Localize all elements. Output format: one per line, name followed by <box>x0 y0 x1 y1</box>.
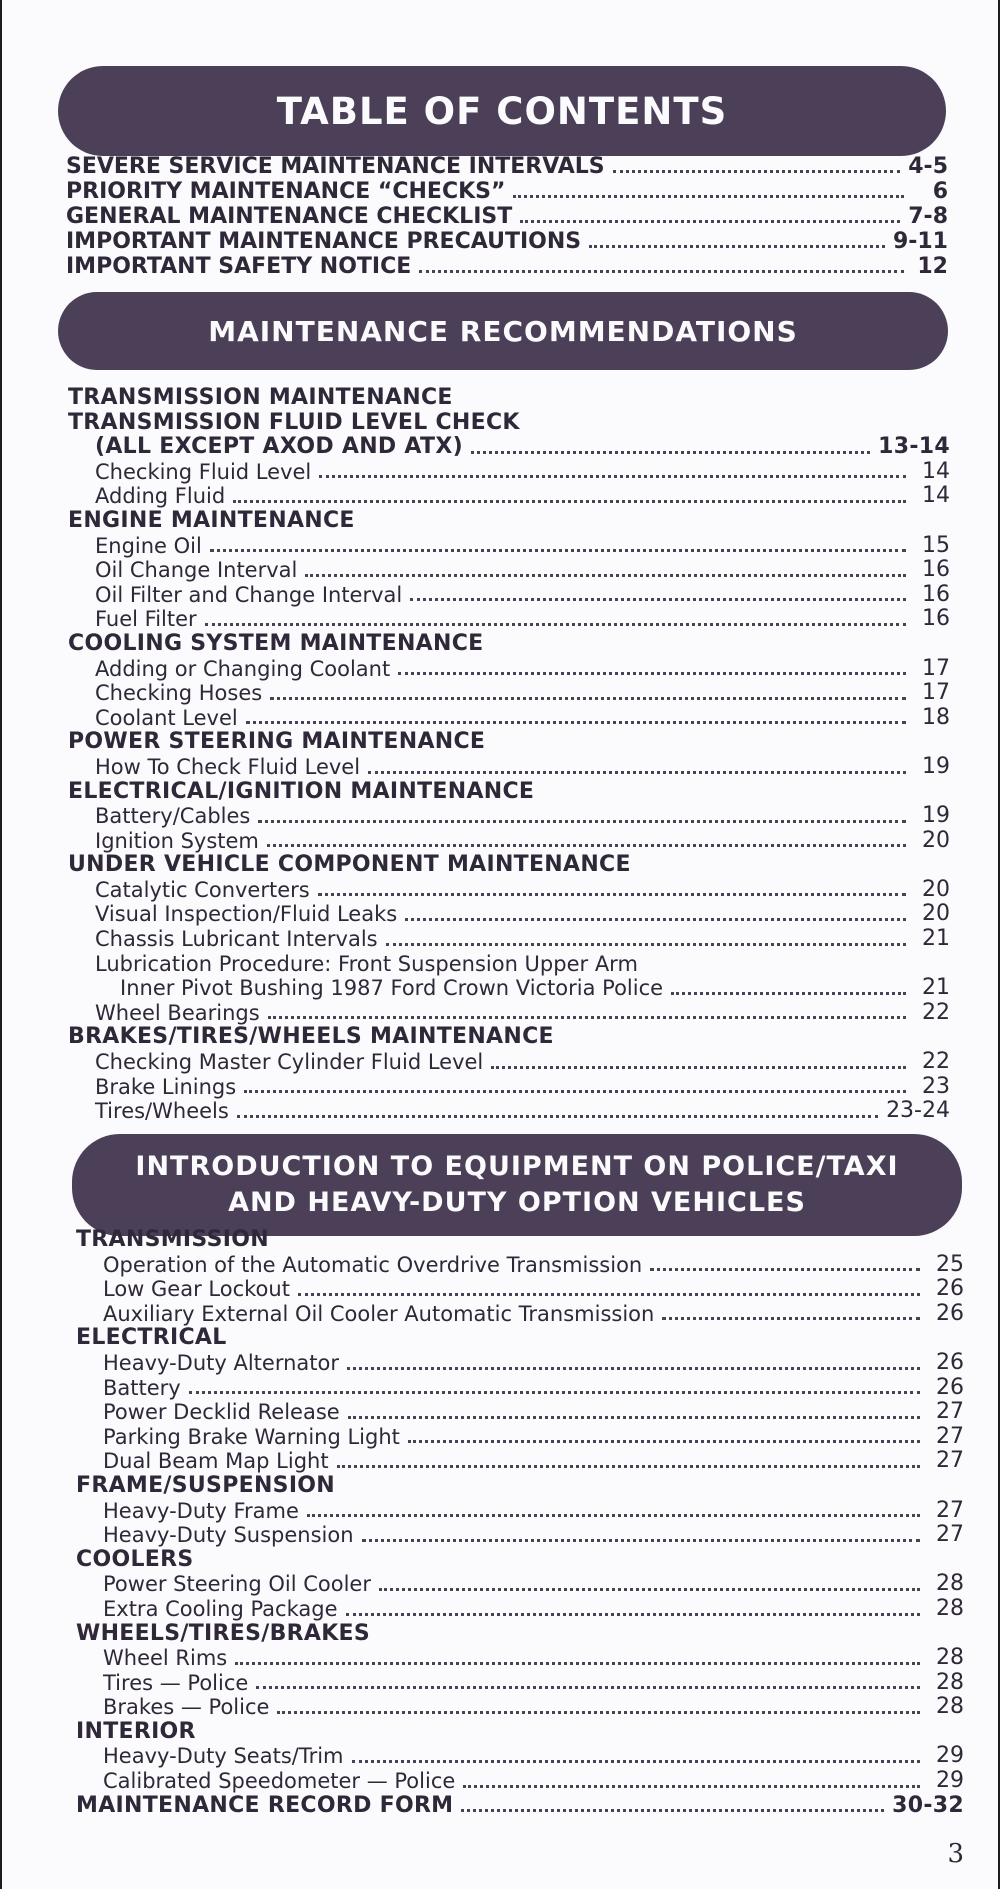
toc-entry-page: 20 <box>922 901 950 927</box>
toc-entry-page: 21 <box>922 975 950 1001</box>
dot-leader <box>270 696 906 700</box>
toc-entry-label: Operation of the Automatic Overdrive Transmission <box>103 1252 643 1277</box>
dot-leader <box>491 1065 906 1069</box>
toc-entry-page: 27 <box>936 1522 964 1548</box>
dot-leader <box>352 1759 921 1763</box>
dot-leader <box>210 548 906 552</box>
toc-entry-page: 23-24 <box>886 1098 950 1124</box>
toc-entry-label: Checking Master Cylinder Fluid Level <box>95 1050 484 1075</box>
toc-entry[interactable] <box>66 229 948 254</box>
toc-entry-label: PRIORITY MAINTENANCE “CHECKS” <box>66 179 506 204</box>
toc-entry-label: Low Gear Lockout <box>103 1277 290 1302</box>
toc-entry-page: 7-8 <box>908 204 948 229</box>
dot-leader <box>346 1612 921 1616</box>
dot-leader <box>613 169 901 173</box>
section-header: TRANSMISSION FLUID LEVEL CHECK <box>68 409 520 435</box>
toc-entry[interactable] <box>76 1671 964 1696</box>
dot-leader <box>318 892 906 896</box>
toc-entry-page: 9-11 <box>892 229 948 254</box>
dot-leader <box>368 770 906 774</box>
toc-entry-page: 17 <box>922 680 950 706</box>
toc-entry[interactable] <box>68 706 950 731</box>
toc-entry[interactable] <box>68 460 950 485</box>
section-header: COOLING SYSTEM MAINTENANCE <box>68 630 484 656</box>
toc-entry-label: Parking Brake Warning Light <box>103 1424 400 1449</box>
toc-entry-label: Calibrated Speedometer — Police <box>103 1769 456 1794</box>
toc-entry-label: SEVERE SERVICE MAINTENANCE INTERVALS <box>66 154 605 179</box>
toc-entry-page: 18 <box>922 704 950 730</box>
toc-entry-page: 26 <box>936 1276 964 1302</box>
toc-entry[interactable] <box>68 558 950 583</box>
toc-entry-label: (ALL EXCEPT AXOD AND ATX) <box>95 434 463 460</box>
toc-entry[interactable] <box>68 681 950 706</box>
toc-entry[interactable] <box>76 1769 964 1794</box>
toc-entry-label: Checking Fluid Level <box>95 459 312 484</box>
toc-entry-page: 28 <box>936 1669 964 1695</box>
dot-leader <box>362 1538 920 1542</box>
toc-entry-label: Power Steering Oil Cooler <box>103 1572 371 1597</box>
section-header: BRAKES/TIRES/WHEELS MAINTENANCE <box>68 1024 554 1050</box>
toc-entry-page: 28 <box>936 1645 964 1671</box>
toc-entry-label: Brakes — Police <box>103 1695 270 1720</box>
toc-entry-label: How To Check Fluid Level <box>95 754 361 779</box>
dot-leader <box>319 474 906 478</box>
dot-leader <box>461 1808 884 1812</box>
toc-entry[interactable] <box>68 583 950 608</box>
toc-entry-label: Heavy-Duty Alternator <box>103 1350 339 1375</box>
dot-leader <box>347 1366 920 1370</box>
toc-entry[interactable] <box>68 607 950 632</box>
section-header: COOLERS <box>76 1546 194 1572</box>
toc-entry-label: Wheel Bearings <box>95 1000 260 1025</box>
toc-entry-page: 14 <box>922 458 950 484</box>
toc-entry-page: 17 <box>922 655 950 681</box>
toc-entry-page: 15 <box>922 532 950 558</box>
banner-title-line1: INTRODUCTION TO EQUIPMENT ON POLICE/TAXI <box>135 1151 899 1182</box>
toc-entry-page: 27 <box>936 1423 964 1449</box>
dot-leader <box>408 1439 920 1443</box>
toc-entry-page: 16 <box>922 557 950 583</box>
toc-entry[interactable] <box>68 1099 950 1124</box>
toc-entry-page: 29 <box>936 1743 964 1769</box>
toc-entry-continued[interactable] <box>68 952 950 977</box>
dot-leader <box>410 597 906 601</box>
toc-entry-label: Tires/Wheels <box>95 1099 229 1124</box>
toc-entry-page: 6 <box>932 179 948 204</box>
toc-entry[interactable] <box>68 484 950 509</box>
toc-entry[interactable] <box>68 1075 950 1100</box>
toc-entry[interactable] <box>68 534 950 559</box>
dot-leader <box>268 1015 906 1019</box>
dot-leader <box>671 991 906 995</box>
toc-entry[interactable] <box>68 976 950 1001</box>
toc-entry-page: 28 <box>936 1595 964 1621</box>
banner-title-line2: AND HEAVY-DUTY OPTION VEHICLES <box>228 1187 806 1218</box>
toc-entry[interactable] <box>76 1597 964 1622</box>
toc-entry-label: Coolant Level <box>95 705 238 730</box>
page-number: 3 <box>947 1839 964 1869</box>
toc-entry-page: 22 <box>922 999 950 1025</box>
toc-entry-label: Extra Cooling Package <box>103 1596 338 1621</box>
toc-entry[interactable] <box>76 1376 964 1401</box>
toc-entry-label: Engine Oil <box>95 533 202 558</box>
dot-leader <box>258 819 906 823</box>
section-header: ELECTRICAL <box>76 1325 227 1351</box>
toc-entry-label: Lubrication Procedure: Front Suspension Upper Arm <box>95 951 638 976</box>
toc-entry-label: Fuel Filter <box>95 607 197 632</box>
banner-table-of-contents <box>58 66 946 156</box>
toc-entry-page: 29 <box>936 1768 964 1794</box>
dot-leader <box>237 1114 878 1118</box>
toc-entry-label: Power Decklid Release <box>103 1400 340 1425</box>
toc-entry-page: 19 <box>922 803 950 829</box>
dot-leader <box>244 1089 906 1093</box>
toc-entry-page: 20 <box>922 827 950 853</box>
toc-entry-label: Battery/Cables <box>95 804 251 829</box>
toc-entry-label: Battery <box>103 1375 181 1400</box>
toc-entry[interactable] <box>68 657 950 682</box>
banner-title: MAINTENANCE RECOMMENDATIONS <box>208 314 798 348</box>
dot-leader <box>277 1710 920 1714</box>
section-header: ENGINE MAINTENANCE <box>68 507 355 533</box>
banner-maintenance-recommendations <box>58 292 948 370</box>
toc-entry-page: 28 <box>936 1694 964 1720</box>
dot-leader <box>419 269 904 273</box>
toc-entry[interactable] <box>76 1744 964 1769</box>
dot-leader <box>398 671 906 675</box>
toc-entry[interactable] <box>68 1050 950 1075</box>
toc-entry-label: Auxiliary External Oil Cooler Automatic Transmission <box>103 1301 655 1326</box>
toc-entry-label: Dual Beam Map Light <box>103 1449 329 1474</box>
toc-entry-page: 27 <box>936 1399 964 1425</box>
toc-entry[interactable] <box>66 179 948 204</box>
toc-entry-label: Oil Change Interval <box>95 558 298 583</box>
banner-title: TABLE OF CONTENTS <box>276 89 728 133</box>
toc-entry-label: Wheel Rims <box>103 1646 228 1671</box>
dot-leader <box>405 917 906 921</box>
toc-entry-page: 26 <box>936 1349 964 1375</box>
toc-entry[interactable] <box>76 1400 964 1425</box>
toc-entry-label: Heavy-Duty Suspension <box>103 1523 354 1548</box>
toc-entry[interactable] <box>76 1523 964 1548</box>
toc-entry[interactable] <box>68 829 950 854</box>
dot-leader <box>379 1587 920 1591</box>
toc-entry-label: Inner Pivot Bushing 1987 Ford Crown Victoria Police <box>120 976 664 1001</box>
toc-entry-label: Catalytic Converters <box>95 877 310 902</box>
toc-entry-page: 16 <box>922 606 950 632</box>
toc-entry-label: GENERAL MAINTENANCE CHECKLIST <box>66 204 513 229</box>
toc-entry[interactable] <box>76 1425 964 1450</box>
toc-entry-page: 4-5 <box>908 154 948 179</box>
toc-entry[interactable] <box>76 1646 964 1671</box>
dot-leader <box>471 450 870 454</box>
toc-entry[interactable] <box>68 755 950 780</box>
toc-entry[interactable] <box>76 1499 964 1524</box>
toc-entry-page: 12 <box>917 254 948 279</box>
toc-entry[interactable] <box>76 1351 964 1376</box>
toc-entry-page: 16 <box>922 581 950 607</box>
toc-entry-page: 23 <box>922 1073 950 1099</box>
toc-entry[interactable] <box>76 1449 964 1474</box>
toc-entry-label: Oil Filter and Change Interval <box>95 582 403 607</box>
dot-leader <box>386 942 906 946</box>
toc-entry-label: Adding or Changing Coolant <box>95 656 391 681</box>
toc-entry-label: Chassis Lubricant Intervals <box>95 927 378 952</box>
toc-entry-label: Checking Hoses <box>95 681 263 706</box>
toc-entry[interactable] <box>76 1572 964 1597</box>
dot-leader <box>463 1784 920 1788</box>
toc-entry-page: 19 <box>922 753 950 779</box>
dot-leader <box>513 194 904 198</box>
toc-entry-page: 13-14 <box>878 434 950 460</box>
toc-entry-page: 25 <box>936 1251 964 1277</box>
toc-entry[interactable] <box>68 804 950 829</box>
toc-entry-page: 22 <box>922 1049 950 1075</box>
dot-leader <box>589 244 885 248</box>
toc-entry[interactable] <box>66 254 948 279</box>
toc-entry-page: 27 <box>936 1497 964 1523</box>
toc-entry-label: MAINTENANCE RECORD FORM <box>76 1792 454 1818</box>
toc-entry-page: 27 <box>936 1448 964 1474</box>
toc-entry[interactable] <box>76 1253 964 1278</box>
toc-entry-page: 21 <box>922 926 950 952</box>
dot-leader <box>520 219 900 223</box>
dot-leader <box>305 573 906 577</box>
dot-leader <box>298 1292 920 1296</box>
toc-entry-label: Adding Fluid <box>95 484 226 509</box>
introduction-list <box>76 1228 964 1818</box>
section-header: TRANSMISSION <box>76 1227 269 1252</box>
section-header: ELECTRICAL/IGNITION MAINTENANCE <box>68 778 535 804</box>
dot-leader <box>348 1415 920 1419</box>
toc-entry-page: 20 <box>922 876 950 902</box>
toc-entry-label: Brake Linings <box>95 1074 237 1099</box>
dot-leader <box>662 1316 920 1320</box>
toc-entry[interactable] <box>68 878 950 903</box>
toc-list <box>66 154 948 279</box>
toc-entry[interactable] <box>76 1695 964 1720</box>
toc-entry[interactable] <box>66 204 948 229</box>
toc-entry-page: 26 <box>936 1300 964 1326</box>
toc-entry-label: Heavy-Duty Frame <box>103 1498 299 1523</box>
toc-entry[interactable] <box>76 1302 964 1327</box>
section-header: INTERIOR <box>76 1718 196 1744</box>
toc-entry[interactable] <box>66 154 948 179</box>
toc-entry-label: Heavy-Duty Seats/Trim <box>103 1744 344 1769</box>
toc-entry[interactable] <box>68 435 950 460</box>
recommendations-list <box>68 386 950 1124</box>
dot-leader <box>337 1464 920 1468</box>
toc-entry-label: IMPORTANT SAFETY NOTICE <box>66 254 412 279</box>
section-header: WHEELS/TIRES/BRAKES <box>76 1620 371 1646</box>
toc-entry-label: Ignition System <box>95 828 259 853</box>
toc-entry-page: 30-32 <box>892 1792 964 1818</box>
section-header: UNDER VEHICLE COMPONENT MAINTENANCE <box>68 852 631 878</box>
dot-leader <box>650 1267 920 1271</box>
toc-entry-label: Tires — Police <box>103 1670 249 1695</box>
banner-introduction <box>72 1134 962 1236</box>
toc-entry-label: IMPORTANT MAINTENANCE PRECAUTIONS <box>66 229 582 254</box>
dot-leader <box>189 1390 920 1394</box>
toc-entry-page: 14 <box>922 483 950 509</box>
dot-leader <box>246 720 906 724</box>
section-header: FRAME/SUSPENSION <box>76 1472 336 1498</box>
toc-entry-page: 28 <box>936 1571 964 1597</box>
toc-entry-label: Visual Inspection/Fluid Leaks <box>95 902 398 927</box>
section-header: TRANSMISSION MAINTENANCE <box>68 385 453 410</box>
section-header: POWER STEERING MAINTENANCE <box>68 729 486 755</box>
dot-leader <box>267 843 906 847</box>
dot-leader <box>235 1661 920 1665</box>
toc-entry[interactable] <box>68 902 950 927</box>
dot-leader <box>307 1513 920 1517</box>
dot-leader <box>233 499 906 503</box>
toc-entry[interactable] <box>76 1794 964 1819</box>
dot-leader <box>256 1685 920 1689</box>
toc-entry[interactable] <box>76 1277 964 1302</box>
toc-entry[interactable] <box>68 927 950 952</box>
toc-entry[interactable] <box>68 1001 950 1026</box>
toc-entry-page: 26 <box>936 1374 964 1400</box>
dot-leader <box>205 622 906 626</box>
